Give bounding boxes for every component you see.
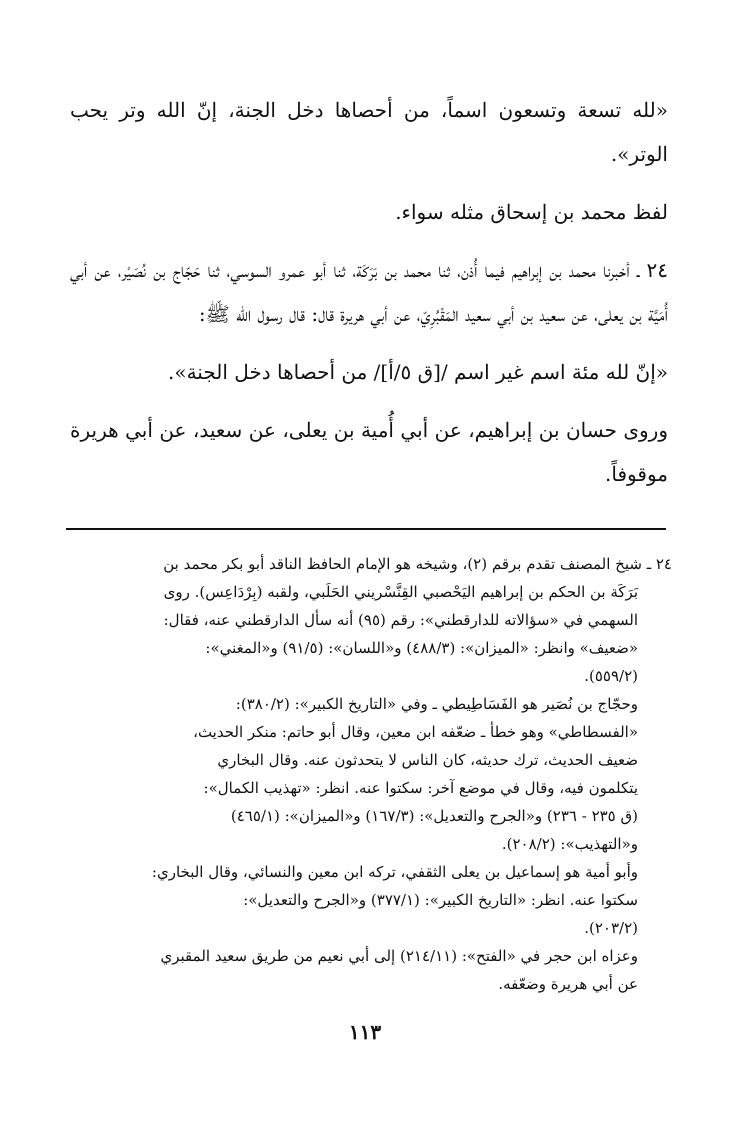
footnote-line: و«التهذيب»: (٢٠٨/٢).: [501, 835, 638, 853]
footnote-line: «الفسطاطي» وهو خطأ ـ ضعّفه ابن معين، وقال أبو حاتم: منكر الحديث،: [193, 723, 638, 741]
main-text: [70, 88, 668, 496]
hadith-quote-1: «لله تسعة وتسعون اسماً، من أحصاها دخل الجنة، إنّ الله وتر يحب الوتر».: [70, 98, 668, 166]
hadith-24-isnad: ٢٤ ـ أخبرنا محمد بن إبراهيم فيما أُذن، ثنا محمد بن بَرَكَة، ثنا أبو عمرو السوسي، ثنا حَجّاج بن نُصَيْر، عن أبي أُمَيَّة بن يعلى، عن سعيد بن أبي سعيد المَقْبُرِيّ، عن أبي هريرة قال: قال رسول الله ﷺ:: [70, 258, 668, 326]
footnote-line: عن أبي هريرة وضعّفه.: [498, 975, 638, 993]
hadith-quote-2: «إنّ لله مئة اسم غير اسم /[ق ٥/أ]/ من أحصاها دخل الجنة».: [167, 360, 668, 384]
footnote-line: (٥٥٩/٢).: [584, 667, 638, 685]
narration-note: لفظ محمد بن إسحاق مثله سواء.: [395, 200, 668, 224]
narration-variant: وروى حسان بن إبراهيم، عن أبي أُمية بن يعلى، عن سعيد، عن أبي هريرة موقوفاً.: [70, 418, 668, 486]
footnotes: [66, 550, 672, 998]
footnote-line: ضعيف الحديث، ترك حديثه، كان الناس لا يتحدثون عنه. وقال البخاري: [217, 751, 638, 769]
footnote-hajjaj: [66, 690, 672, 858]
footnote-line: وأبو أمية هو إسماعيل بن يعلى الثقفي، تركه ابن معين والنسائي، وقال البخاري:: [151, 863, 638, 881]
footnote-line: سكتوا عنه. انظر: «التاريخ الكبير»: (٣٧٧/١) و«الجرح والتعديل»:: [243, 891, 638, 909]
footnote-line: السهمي في «سؤالاته للدارقطني»: رقم (٩٥) أنه سأل الدارقطني عنه، فقال:: [163, 611, 638, 629]
footnote-line: وحجّاج بن نُصَير هو الفَسَاطِيطي ـ وفي «التاريخ الكبير»: (٣٨٠/٢):: [235, 695, 638, 713]
footnote-line: (ق ٢٣٥ - ٢٣٦) و«الجرح والتعديل»: (١٦٧/٣) و«الميزان»: (٤٦٥/١): [230, 807, 638, 825]
footnote-divider: [66, 528, 666, 530]
footnote-24: [66, 550, 672, 690]
footnote-line: «ضعيف» وانظر: «الميزان»: (٤٨٨/٣) و«اللسان»: (٩١/٥) و«المغني»:: [205, 639, 638, 657]
footnote-line: (٢٠٣/٢).: [584, 919, 638, 937]
footnote-line: يتكلمون فيه، وقال في موضع آخر: سكتوا عنه. انظر: «تهذيب الكمال»:: [203, 779, 638, 797]
footnote-line: وعزاه ابن حجر في «الفتح»: (٢١٤/١١) إلى أبي نعيم من طريق سعيد المقبري: [160, 947, 638, 965]
footnote-line: ٢٤ ـ شيخ المصنف تقدم برقم (٢)، وشيخه هو الإمام الحافظ الناقد أبو بكر محمد بن: [163, 555, 672, 573]
footnote-abu-umayya: [66, 858, 672, 942]
footnote-line: بَرَكَة بن الحكم بن إبراهيم اليَحْصبي القِنَّسْريني الحَلَبي، ولقبه (بِرْدَاعِس). روى: [163, 583, 638, 601]
page-number: ١١٣: [348, 1020, 382, 1044]
footnote-ibn-hajar: [66, 942, 672, 998]
